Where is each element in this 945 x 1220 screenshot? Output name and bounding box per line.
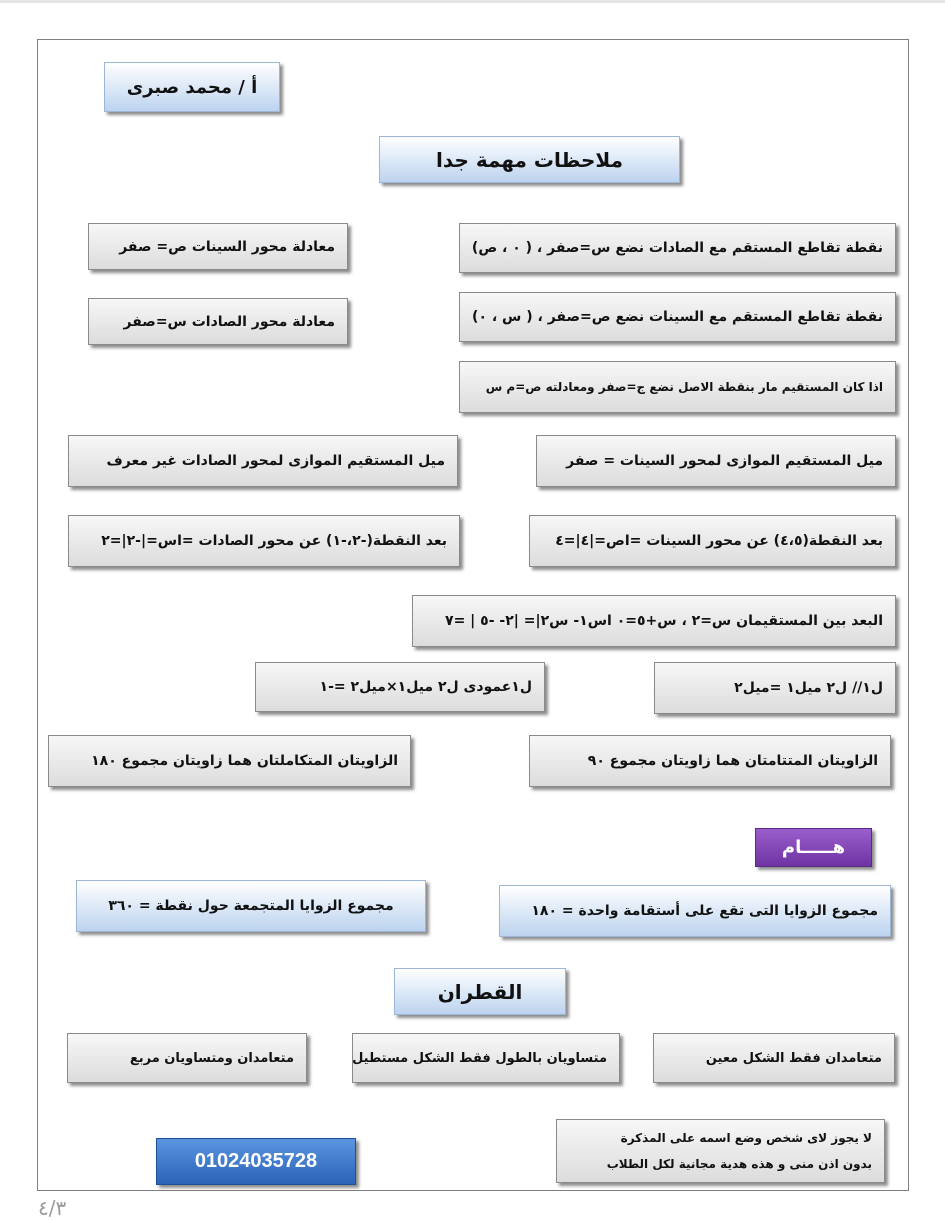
note-supplementary-angles: الزاويتان المتكاملتان هما زاويتان مجموع ١٨٠ bbox=[48, 735, 411, 787]
diagonals-title: القطران bbox=[394, 968, 566, 1015]
note-y-intercept: نقطة تقاطع المستقم مع السينات نضع ص=صفر ، ( س ، ٠) bbox=[459, 292, 896, 342]
note-y-axis-equation: معادلة محور الصادات س=صفر bbox=[88, 298, 348, 345]
note-distance-between-lines: البعد بين المستقيمان س=٢ ، س+٥=٠ اس١- س٢|= |٢- -٥ | =٧ bbox=[412, 595, 896, 647]
note-distance-y-axis: بعد النقطة(-٢،-١) عن محور الصادات =اس=|-٢|=٢ bbox=[68, 515, 460, 567]
note-distance-x-axis: بعد النقطة(٤،٥) عن محور السينات =اص=|٤|=٤ bbox=[529, 515, 896, 567]
note-perpendicular-lines: ل١عمودى ل٢ ميل١×ميل٢ =-١ bbox=[255, 662, 545, 712]
important-badge: هـــــام bbox=[755, 828, 872, 867]
note-x-intercept: نقطة تقاطع المستقم مع الصادات نضع س=صفر ، ( ٠ ، ص) bbox=[459, 223, 896, 273]
copyright-line-2: بدون اذن منى و هذه هدية مجانية لكل الطلاب bbox=[606, 1157, 872, 1171]
note-complementary-angles: الزاويتان المتتامتان هما زاويتان مجموع ٩٠ bbox=[529, 735, 891, 787]
note-slope-parallel-y: ميل المستقيم الموازى لمحور الصادات غير معرف bbox=[68, 435, 458, 487]
note-rectangle: متساويان بالطول فقط الشكل مستطيل bbox=[352, 1033, 620, 1083]
page-number: ٤/٣ bbox=[38, 1196, 67, 1220]
note-slope-parallel-x: ميل المستقيم الموازى لمحور السينات = صفر bbox=[536, 435, 896, 487]
copyright-note bbox=[556, 1119, 885, 1183]
note-straight-line-angles: مجموع الزوايا التى تقع على أستقامة واحدة = ١٨٠ bbox=[499, 885, 891, 937]
author-box: أ / محمد صبرى bbox=[104, 62, 280, 112]
copyright-line-1: لا يجوز لاى شخص وضع اسمه على المذكرة bbox=[620, 1131, 872, 1145]
page-title: ملاحظات مهمة جدا bbox=[379, 136, 680, 183]
note-square: متعامدان ومتساويان مربع bbox=[67, 1033, 307, 1083]
note-x-axis-equation: معادلة محور السينات ص= صفر bbox=[88, 223, 348, 270]
note-origin-line: اذا كان المستقيم مار بنقطة الاصل نضع ج=صفر ومعادلته ص=م س bbox=[459, 361, 896, 413]
phone-number: 01024035728 bbox=[156, 1138, 356, 1185]
top-border bbox=[0, 0, 945, 3]
note-rhombus: متعامدان فقط الشكل معين bbox=[653, 1033, 895, 1083]
note-angles-around-point: مجموع الزوايا المتجمعة حول نقطة = ٣٦٠ bbox=[76, 880, 426, 932]
note-parallel-lines: ل١// ل٢ ميل١ =ميل٢ bbox=[654, 662, 896, 714]
